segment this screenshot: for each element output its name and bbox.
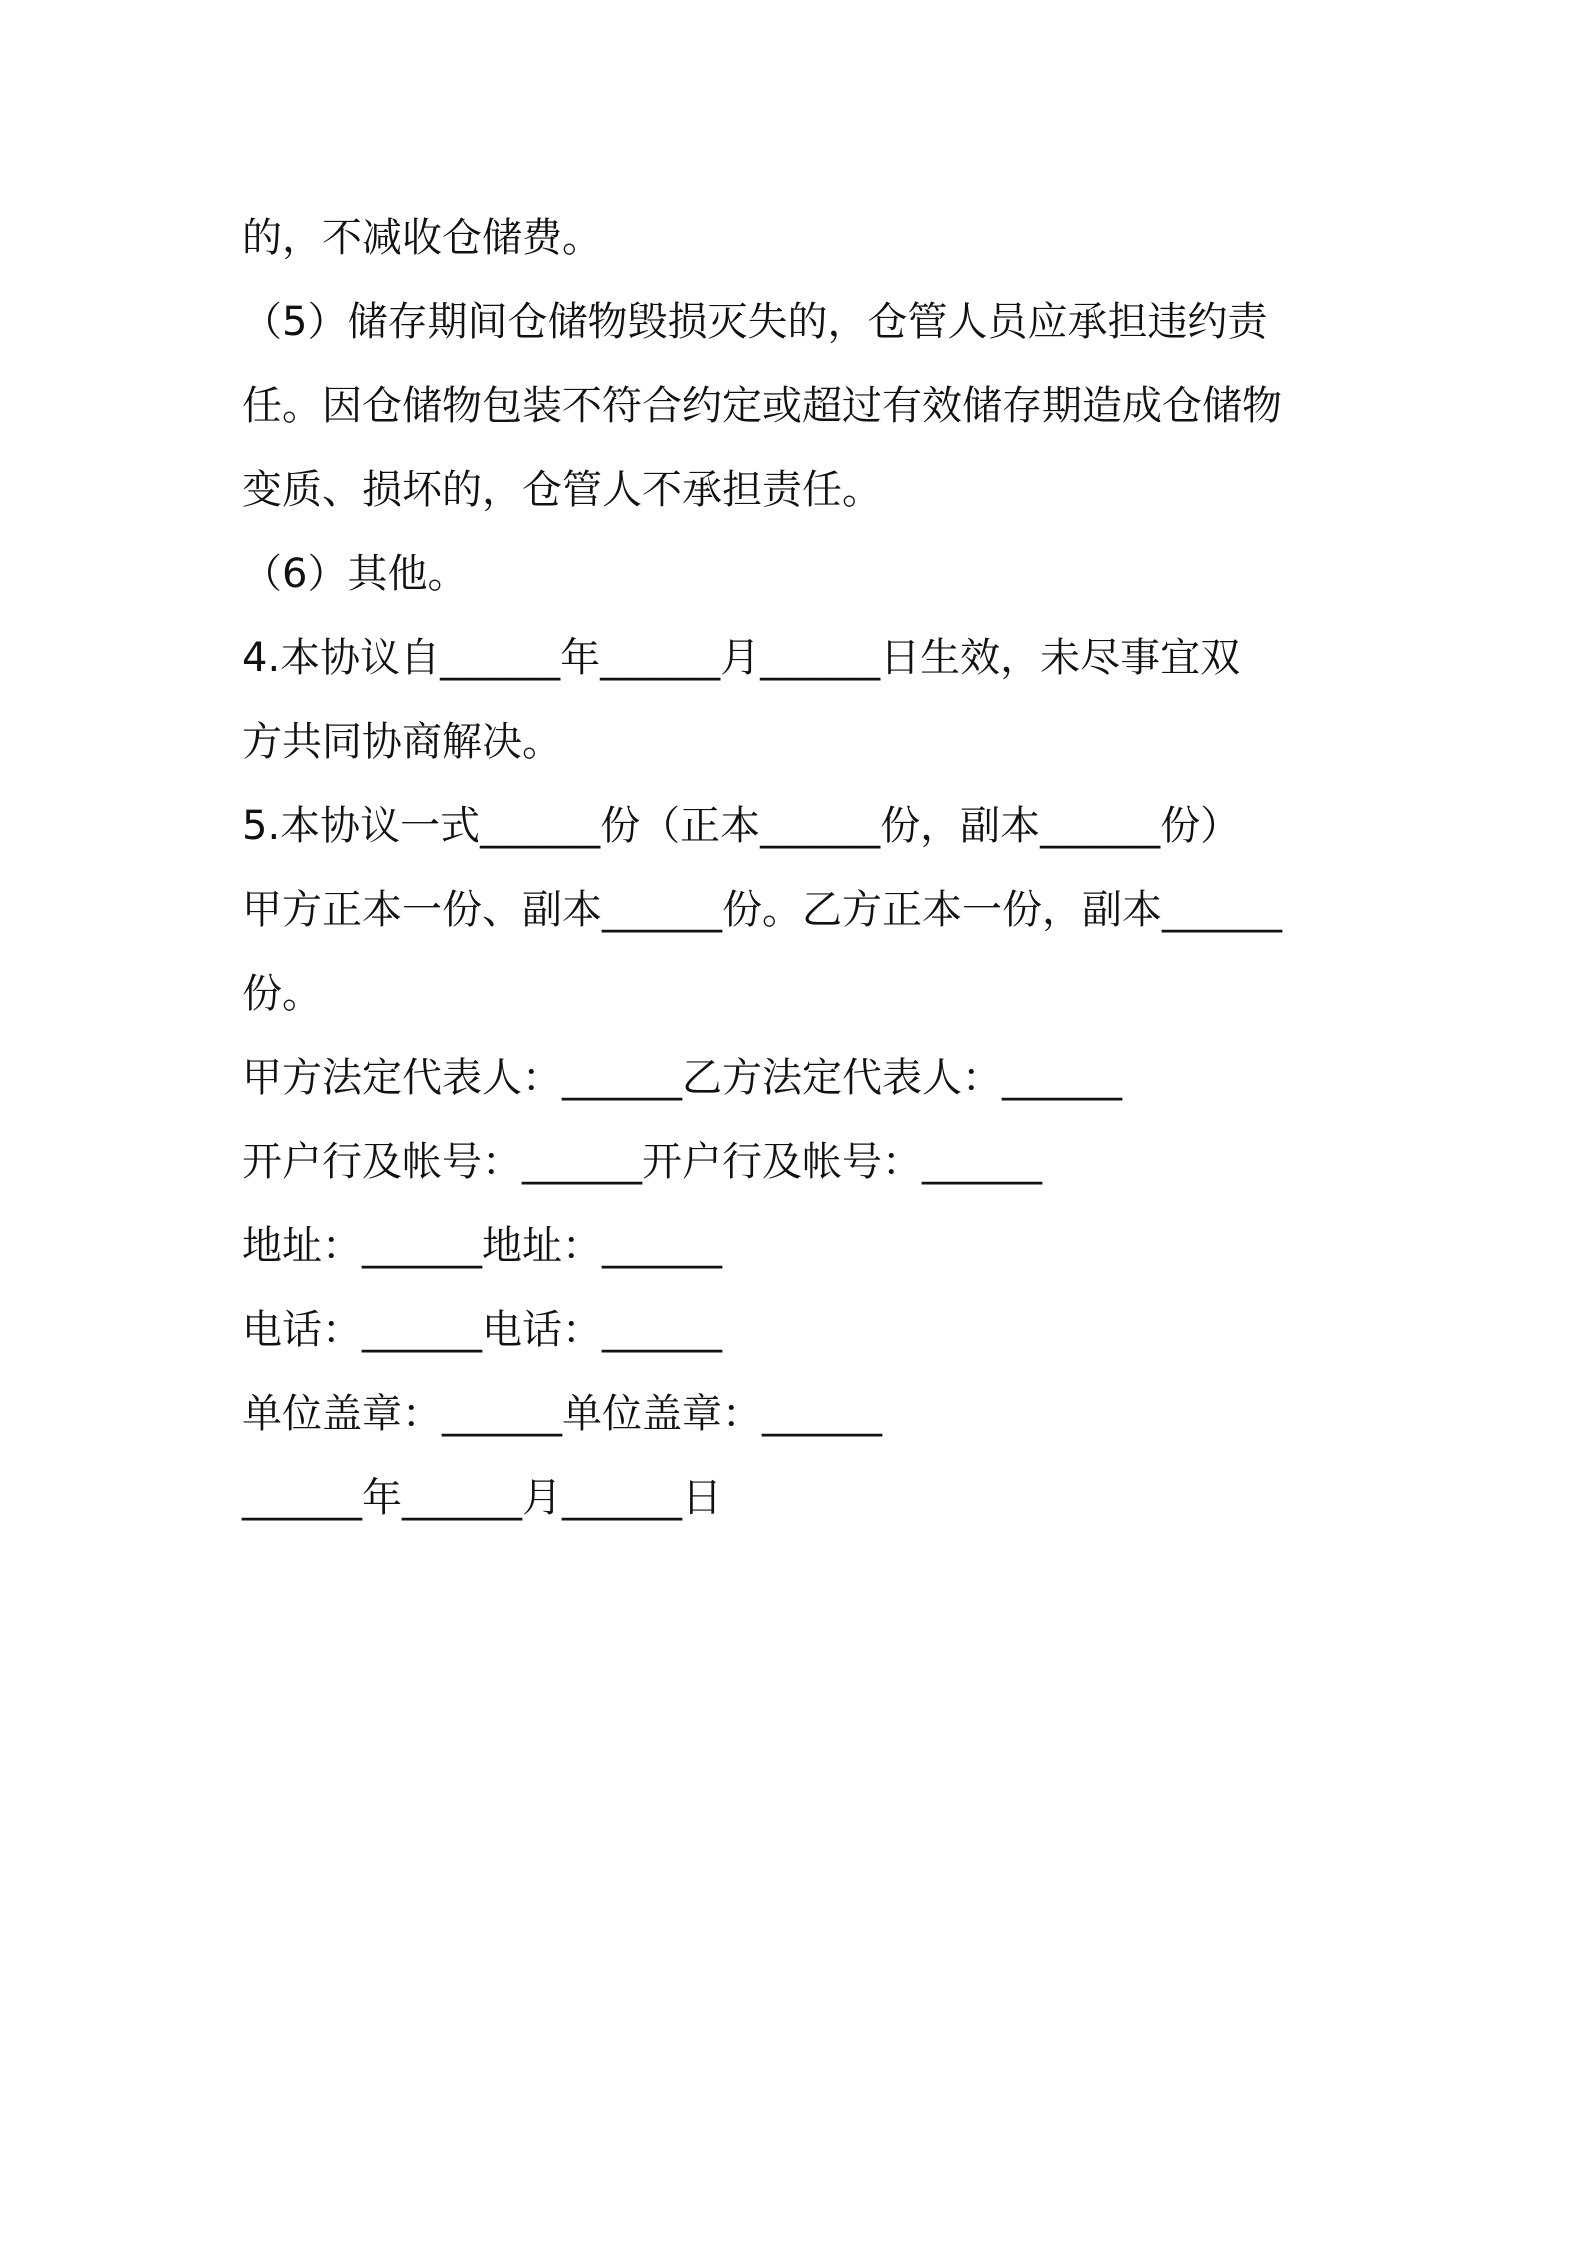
text-line-clause-5: （5）储存期间仓储物毁损灭失的，仓管人员应承担违约责 — [242, 299, 1268, 345]
signature-seal: 单位盖章：______单位盖章：______ — [242, 1391, 882, 1437]
text-line-clause-6: （6）其他。 — [242, 551, 468, 597]
text-line-storage-fee: 的，不减收仓储费。 — [242, 215, 602, 261]
text-line-clause-5-end: 变质、损坏的，仓管人不承担责任。 — [242, 467, 882, 513]
text-line-negotiation: 方共同协商解决。 — [242, 719, 562, 765]
signature-date: ______年______月______日 — [242, 1475, 722, 1521]
signature-phone: 电话：______电话：______ — [242, 1307, 722, 1353]
text-line-copies: 5.本协议一式______份（正本______份，副本______份） — [242, 803, 1241, 849]
text-line-clause-5-cont: 任。因仓储物包装不符合约定或超过有效储存期造成仓储物 — [242, 383, 1282, 429]
text-line-copies-end: 份。 — [242, 971, 322, 1017]
signature-address: 地址：______地址：______ — [242, 1223, 722, 1269]
document-body — [242, 196, 1362, 1540]
signature-legal-representative: 甲方法定代表人：______乙方法定代表人：______ — [242, 1055, 1122, 1101]
text-line-copies-allocation: 甲方正本一份、副本______份。乙方正本一份，副本______ — [242, 887, 1282, 933]
signature-bank-account: 开户行及帐号：______开户行及帐号：______ — [242, 1139, 1042, 1185]
text-line-effective-date: 4.本协议自______年______月______日生效，未尽事宜双 — [242, 635, 1241, 681]
